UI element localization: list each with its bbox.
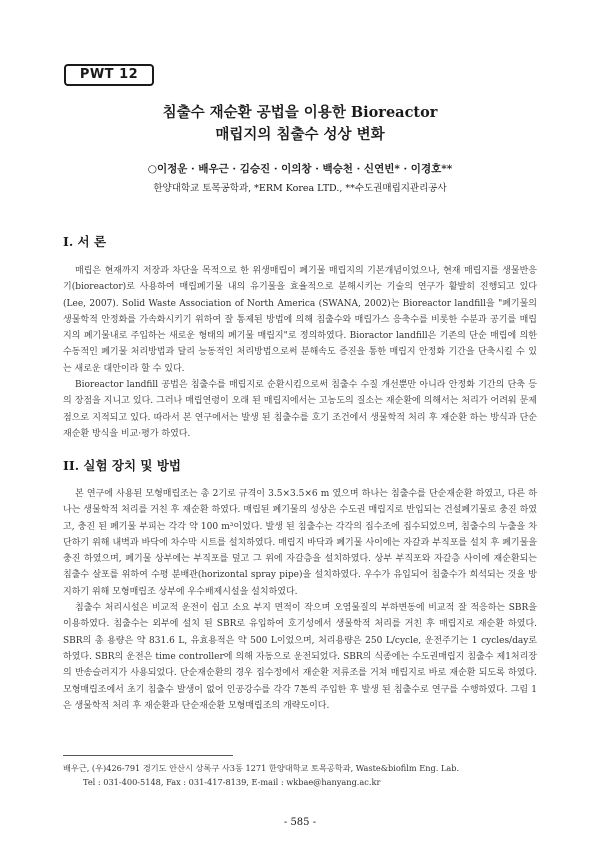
paragraph: Bioreactor landfill 공법은 침출수를 매립지로 순환시킴으로써 침출수 수질 개선뿐만 아니라 안정화 기간의 단축 등의 장점을 지니고 있다. 그러나 매립연령이 오래 된 매립지에서는 고농도의 질소는 재순환에 의해서는 처리가 어려워 문제점으로 지적되고 있다. 따라서 본 연구에서는 발생 된 침출수를 호기 조건에서 생물학적 처리 후 재순환 하는 방식과 단순재순환 방식을 비교·평가 하였다.: [63, 380, 537, 439]
paragraph: 침출수 처리시설은 비교적 운전이 쉽고 소요 부지 면적이 작으며 오염물질의 부하변동에 비교적 잘 적응하는 SBR을 이용하였다. 침출수는 외부에 설치 된 SBR로 유입하여 호기성에서 생물학적 처리를 거친 후 매립지로 재순환 하였다. SBR의 총 용량은 약 831.6 L, 유효용적은 약 500 L이었으며, 처리용량은 250 L/cycle, 운전주기는 1 cycles/day로 하였다. SBR의 운전은 time controller에 의해 자동으로 운전되었다. SBR의 식종에는 수도권매립지 침출수 제1처리장의 반송슬러지가 사용되었다. 단순재순환의 경우 집수정에서 재순환 저류조를 거쳐 매립지로 바로 재순환 되도록 하였다. 모형매립조에서 초기 침출수 발생이 없어 인공강수를 각각 7톤씩 주입한 후 발생 된 침출수로 연구를 수행하였다. 그림 1은 생물학적 처리 후 재순환과 단순재순환 모형매립조의 개략도이다.: [63, 603, 537, 711]
page-number: - 585 -: [283, 817, 317, 828]
footnote-contact: Tel : 031-400-5148, Fax : 031-417-8139, E-mail : wkbae@hanyang.ac.kr: [83, 777, 381, 787]
paragraph: 본 연구에 사용된 모형매립조는 총 2기로 규격이 3.5×3.5×6 m 였으며 하나는 침출수를 단순재순환 하였고, 다른 하나는 생물학적 처리를 거친 후 재순환 하였다. 매립된 폐기물의 성상은 수도권 매립지로 반입되는 건설폐기물로 충진 하였고, 충진 된 폐기물 부피는 각각 약 100 m³이었다. 발생 된 침출수는 각각의 집수조에 집수되었으며, 침출수의 누출을 차단하기 위해 내벽과 바닥에 차수막 시트를 설치하였다. 매립지 바닥과 폐기물 사이에는 자갈과 부직포를 설치 후 폐기물을 충진 하였으며, 폐기물 상부에는 부직포를 덮고 그 위에 자갈층을 설치하였다. 상부 부직포와 자갈층 사이에 재순환되는 침출수 살포를 위하여 수평 분배관(horizontal spray pipe)을 설치하였다. 우수가 유입되어 침출수가 희석되는 것을 방지하기 위해 모형매립조 상부에 우수배제시설을 설치하였다.: [63, 489, 537, 597]
footnote-address: 배우근, (우)426-791 경기도 안산시 상록구 사3동 1271 한양대학교 토목공학과, Waste&biofilm Eng. Lab.: [63, 763, 460, 773]
section-heading-introduction: I. 서 론: [63, 234, 107, 249]
paper-title-line2: 매립지의 침출수 성상 변화: [215, 126, 385, 143]
paper-title-line1: 침출수 재순환 공법을 이용한 Bioreactor: [162, 104, 438, 121]
section-heading-methods: II. 실험 장치 및 방법: [63, 458, 181, 473]
section-body-methods: [63, 486, 537, 714]
author-list: ○이정운 · 배우근 · 김승진 · 이의창 · 백승천 · 신연빈* · 이경호**: [147, 163, 453, 175]
paragraph: 매립은 현재까지 저장과 차단을 목적으로 한 위생매립이 폐기물 매립지의 기본개념이었으나, 현재 매립지를 생물반응기(bioreactor)로 사용하여 매립폐기물 내의 유기물을 효율적으로 분해시키는 기술의 연구가 활발히 진행되고 있다(Lee, 2007). Solid Waste Association of North America (SWANA, 2002)는 Bioreactor landfill을 "폐기물의 생물학적 안정화를 가속화시키기 위하여 잘 통제된 방법에 의해 침출수와 매립가스 응축수를 비롯한 수분과 공기를 매립지의 폐기물내로 주입하는 새로운 형태의 폐기물 매립지"로 정의하였다. Bioractor landfill은 기존의 단순 매립에 의한 수동적인 폐기물 처리방법과 달리 능동적인 처리방법으로써 분해속도 증진을 통한 매립지 안정화 기간을 단축시킬 수 있는 새로운 대안이라 할 수 있다.: [63, 266, 537, 374]
footnote-divider: [63, 755, 233, 756]
section-body-introduction: [63, 263, 537, 442]
footnote: [63, 761, 543, 789]
session-tag: PWT 12: [64, 64, 154, 86]
affiliation: 한양대학교 토목공학과, *ERM Korea LTD., **수도권매립지관리공사: [153, 183, 447, 194]
